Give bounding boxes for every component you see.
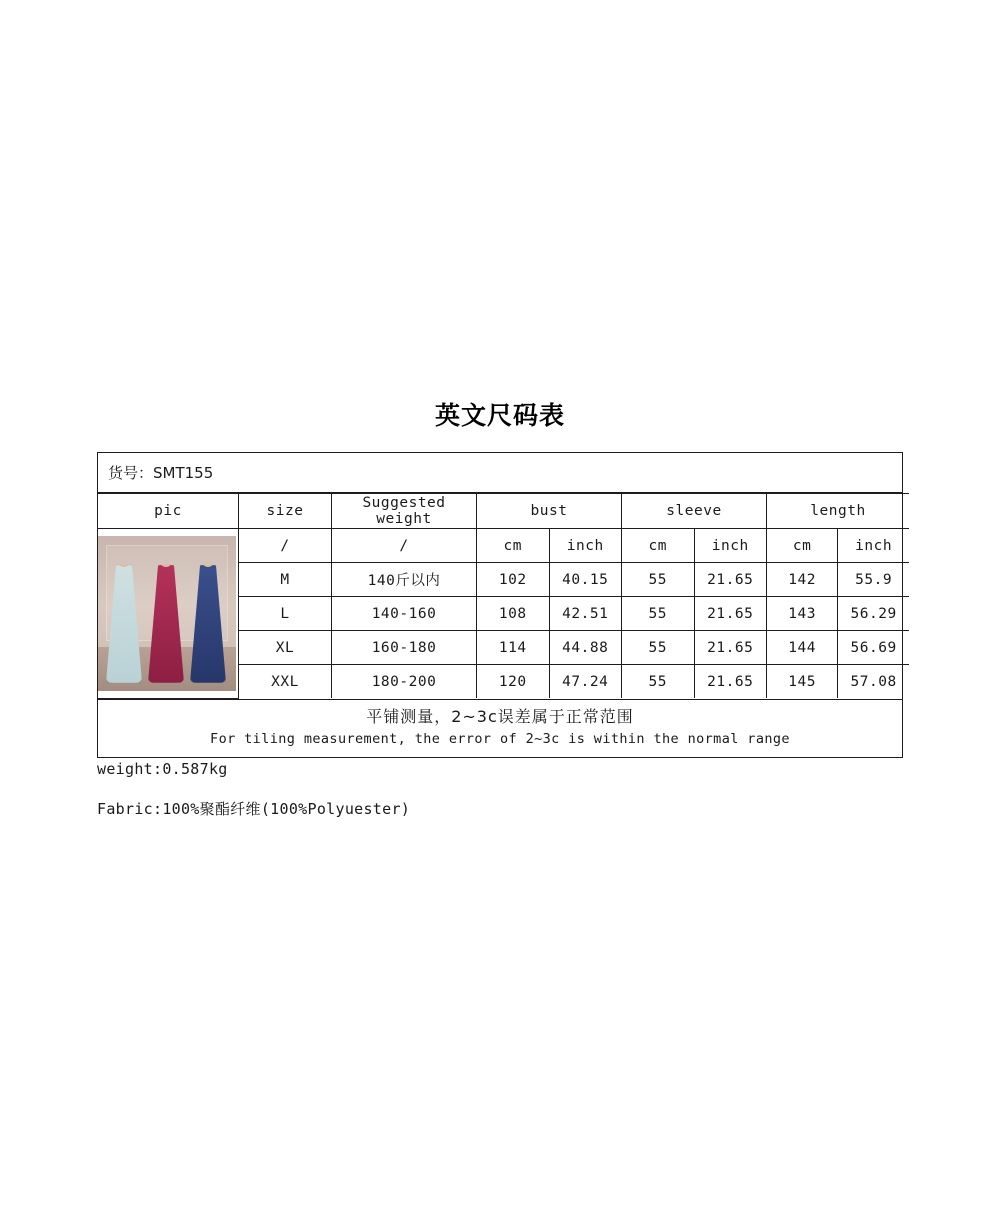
cell-suggested-weight: 140-160 xyxy=(332,597,477,631)
cell-bust-cm: 114 xyxy=(477,631,550,665)
unit-bust-inch: inch xyxy=(549,529,622,563)
header-suggested-weight: Suggested weight xyxy=(332,494,477,529)
cell-bust-inch: 44.88 xyxy=(549,631,622,665)
cell-sleeve-cm: 55 xyxy=(622,563,695,597)
cell-bust-inch: 40.15 xyxy=(549,563,622,597)
product-image xyxy=(98,536,236,691)
product-code-label: 货号：SMT155 xyxy=(108,464,214,482)
size-chart-table-wrapper xyxy=(97,452,903,758)
cell-length-inch: 56.69 xyxy=(838,631,909,665)
cell-size: M xyxy=(239,563,332,597)
page-title: 英文尺码表 xyxy=(434,401,565,430)
unit-suggested-weight: / xyxy=(332,529,477,563)
cell-suggested-weight: 160-180 xyxy=(332,631,477,665)
cell-length-cm: 142 xyxy=(767,563,838,597)
cell-bust-cm: 108 xyxy=(477,597,550,631)
cell-bust-inch: 42.51 xyxy=(549,597,622,631)
cell-bust-cm: 102 xyxy=(477,563,550,597)
unit-length-inch: inch xyxy=(838,529,909,563)
table-unit-row xyxy=(98,529,909,563)
measurement-note-cn: 平铺测量，2~3c误差属于正常范围 xyxy=(366,706,634,726)
measurement-note xyxy=(98,699,902,757)
product-image-cell xyxy=(98,529,239,699)
unit-bust-cm: cm xyxy=(477,529,550,563)
cell-sleeve-inch: 21.65 xyxy=(694,597,767,631)
cell-suggested-weight: 140斤以内 xyxy=(332,563,477,597)
cell-length-cm: 143 xyxy=(767,597,838,631)
product-fabric: Fabric:100%聚酯纤维(100%Polyuester) xyxy=(97,800,411,818)
table-header-row xyxy=(98,494,909,529)
cell-sleeve-cm: 55 xyxy=(622,665,695,699)
cell-length-cm: 145 xyxy=(767,665,838,699)
cell-size: XL xyxy=(239,631,332,665)
cell-sleeve-inch: 21.65 xyxy=(694,563,767,597)
size-table xyxy=(98,493,909,699)
header-sleeve: sleeve xyxy=(622,494,767,529)
header-pic: pic xyxy=(98,494,239,529)
cell-bust-cm: 120 xyxy=(477,665,550,699)
cell-length-inch: 56.29 xyxy=(838,597,909,631)
header-bust: bust xyxy=(477,494,622,529)
product-code-row xyxy=(98,453,902,493)
header-size: size xyxy=(239,494,332,529)
unit-size: / xyxy=(239,529,332,563)
product-weight: weight:0.587kg xyxy=(97,760,228,778)
unit-sleeve-inch: inch xyxy=(694,529,767,563)
cell-sleeve-inch: 21.65 xyxy=(694,665,767,699)
header-length: length xyxy=(767,494,910,529)
cell-size: L xyxy=(239,597,332,631)
cell-length-inch: 55.9 xyxy=(838,563,909,597)
cell-sleeve-cm: 55 xyxy=(622,631,695,665)
cell-bust-inch: 47.24 xyxy=(549,665,622,699)
cell-length-inch: 57.08 xyxy=(838,665,909,699)
unit-length-cm: cm xyxy=(767,529,838,563)
measurement-note-en: For tiling measurement, the error of 2~3c is within the normal range xyxy=(210,730,790,747)
cell-length-cm: 144 xyxy=(767,631,838,665)
unit-sleeve-cm: cm xyxy=(622,529,695,563)
cell-suggested-weight: 180-200 xyxy=(332,665,477,699)
cell-sleeve-cm: 55 xyxy=(622,597,695,631)
cell-size: XXL xyxy=(239,665,332,699)
cell-sleeve-inch: 21.65 xyxy=(694,631,767,665)
